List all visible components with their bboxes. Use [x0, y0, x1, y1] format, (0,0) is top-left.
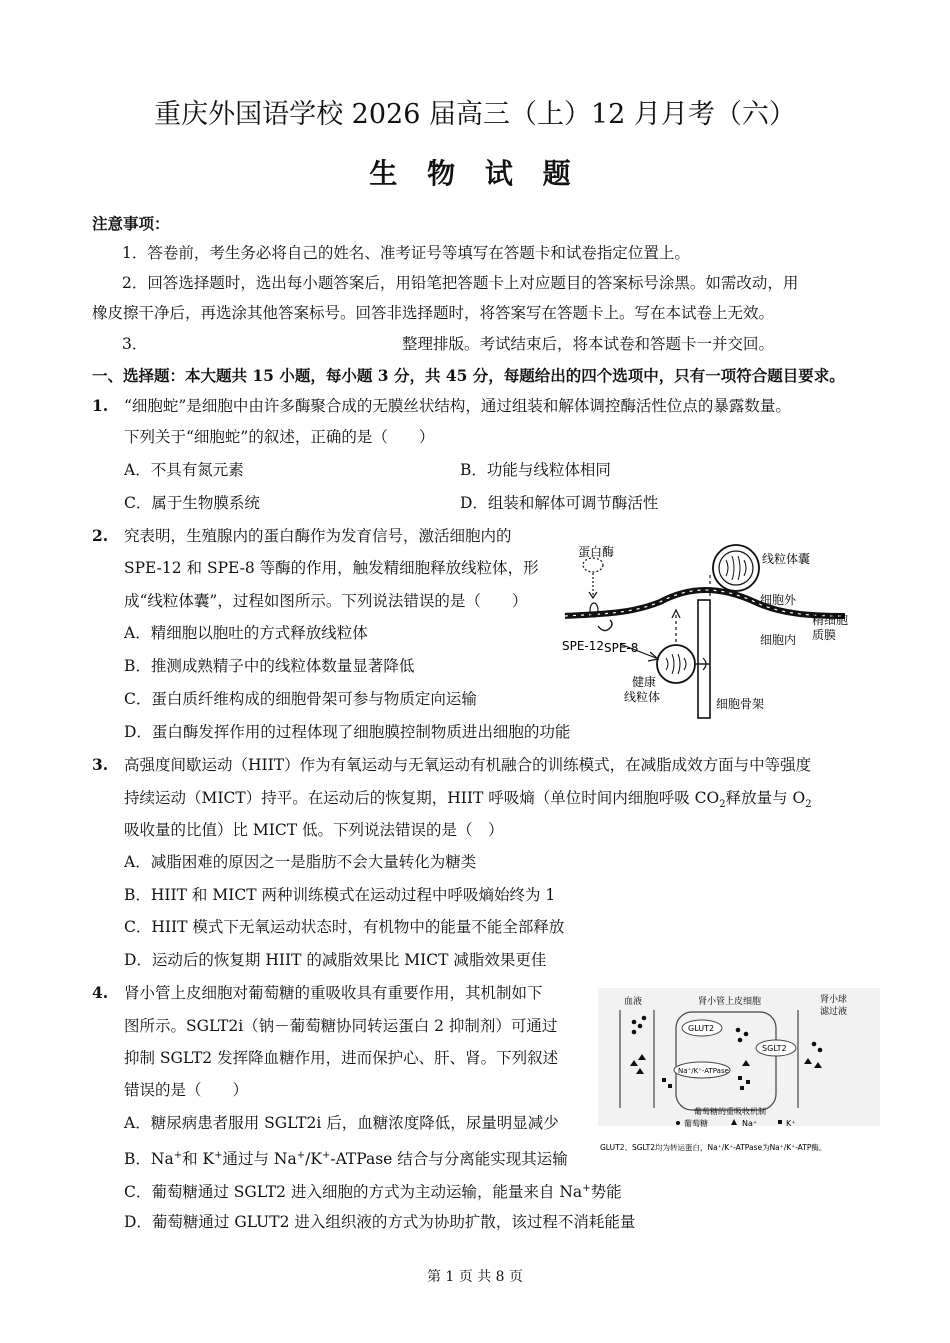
- q3-stem-line3: 吸收量的比值）比 MICT 低。下列说法错误的是（ ）: [124, 821, 504, 839]
- q2-number: 2.: [92, 526, 109, 545]
- section-heading: 一、选择题：本大题共 15 小题，每小题 3 分，共 45 分，每题给出的四个选项中，只有一项符合题目要求。: [92, 366, 845, 385]
- q3-number: 3.: [92, 755, 109, 774]
- q1-stem-line2: 下列关于“细胞蛇”的叙述，正确的是（ ）: [124, 428, 435, 446]
- q4-stem-line4: 错误的是（ ）: [124, 1081, 249, 1099]
- q1-option-a: A．不具有氮元素: [124, 461, 244, 479]
- q3-option-d: D．运动后的恢复期 HIIT 的减脂效果比 MICT 减脂效果更佳: [124, 951, 547, 969]
- q4-fig-legend-k: K⁺: [786, 1119, 796, 1128]
- q4-figure: [598, 988, 880, 1158]
- q1-option-b: B．功能与线粒体相同: [460, 461, 611, 479]
- notice-item-2-cont: 橡皮擦干净后，再选涂其他答案标号。回答非选择题时，将答案写在答题卡上。写在本试卷上无效。: [92, 304, 775, 322]
- q2-fig-inside-label: 细胞内: [760, 633, 797, 647]
- q4-option-a: A．糖尿病患者服用 SGLT2i 后，血糖浓度降低，尿量明显减少: [124, 1114, 559, 1132]
- notice-item-2: 2．回答选择题时，选出每小题答案后，用铅笔把答题卡上对应题目的答案标号涂黑。如需改动，用: [122, 274, 799, 292]
- q4-option-c: C．葡萄糖通过 SGLT2 进入细胞的方式为主动运输，能量来自 Na+势能: [124, 1183, 622, 1202]
- q2-figure: [560, 528, 860, 720]
- page-footer: 第 1 页 共 8 页: [426, 1269, 524, 1285]
- q2-stem-line1: 究表明，生殖腺内的蛋白酶作为发育信号，激活细胞内的: [124, 527, 512, 545]
- page-title: 重庆外国语学校 2026 届高三（上）12 月月考（六）: [154, 99, 796, 130]
- q4-fig-caption: 葡萄糖的重吸收机制: [694, 1107, 766, 1116]
- q2-fig-healthy-label-1: 健康: [632, 675, 657, 689]
- q2-fig-protease-label: 蛋白酶: [578, 545, 615, 559]
- q3-option-c: C．HIIT 模式下无氧运动状态时，有机物中的能量不能全部释放: [124, 918, 565, 936]
- q2-fig-membrane-label-1: 精细胞: [812, 613, 849, 627]
- q2-option-c: C．蛋白质纤维构成的细胞骨架可参与物质定向运输: [124, 690, 477, 708]
- notice-item-3-text: 整理排版。考试结束后，将本试卷和答题卡一并交回。: [402, 335, 775, 353]
- notice-item-3-num: 3．: [122, 335, 148, 353]
- q2-option-b: B．推测成熟精子中的线粒体数量显著降低: [124, 657, 415, 675]
- q4-stem-line2: 图所示。SGLT2i（钠－葡萄糖协同转运蛋白 2 抑制剂）可通过: [124, 1017, 558, 1035]
- q4-stem-line3: 抑制 SGLT2 发挥降血糖作用，进而保护心、肝、肾。下列叙述: [124, 1049, 559, 1067]
- q4-fig-pump-label: Na⁺/K⁺-ATPase: [678, 1067, 729, 1075]
- q2-stem-line2: SPE-12 和 SPE-8 等酶的作用，触发精细胞释放线粒体，形: [124, 559, 539, 577]
- q4-fig-legend-na: Na⁺: [742, 1119, 758, 1128]
- q2-option-a: A．精细胞以胞吐的方式释放线粒体: [124, 624, 368, 642]
- q2-fig-mito-sac-label: 线粒体囊: [762, 552, 811, 566]
- notice-item-1: 1．答卷前，考生务必将自己的姓名、准考证号等填写在答题卡和试卷指定位置上。: [122, 244, 690, 262]
- q4-fig-note: GLUT2、SGLT2均为转运蛋白，Na⁺/K⁺-ATPase为Na⁺/K⁺-ATP酶。: [600, 1143, 827, 1152]
- page-subtitle: 生 物 试 题: [369, 157, 581, 190]
- q4-fig-sglt2-label: SGLT2: [762, 1044, 787, 1053]
- q1-number: 1.: [92, 396, 109, 415]
- q2-fig-outside-label: 细胞外: [760, 593, 797, 607]
- q4-fig-legend-glucose: 葡萄糖: [684, 1119, 708, 1128]
- q3-option-b: B．HIIT 和 MICT 两种训练模式在运动过程中呼吸熵始终为 1: [124, 886, 556, 904]
- q3-option-a: A．减脂困难的原因之一是脂肪不会大量转化为糖类: [124, 853, 477, 871]
- q3-stem-line1: 高强度间歇运动（HIIT）作为有氧运动与无氧运动有机融合的训练模式，在减脂成效方面与中等强度: [124, 756, 812, 774]
- q4-option-b: B．Na+和 K+通过与 Na+/K+-ATPase 结合与分离能实现其运输: [124, 1150, 568, 1169]
- q4-number: 4.: [92, 983, 109, 1002]
- notice-heading: 注意事项：: [92, 214, 170, 233]
- q2-stem-line3: 成“线粒体囊”，过程如图所示。下列说法错误的是（ ）: [124, 592, 528, 610]
- q2-fig-membrane-label-2: 质膜: [812, 628, 837, 642]
- q4-fig-blood-label: 血液: [624, 997, 643, 1007]
- q4-fig-tubule-cell-label: 肾小管上皮细胞: [698, 997, 762, 1007]
- q2-fig-spe8-label: SPE-8: [604, 641, 639, 655]
- q2-fig-spe12-label: SPE-12: [562, 639, 605, 653]
- q1-stem-line1: “细胞蛇”是细胞中由许多酶聚合成的无膜丝状结构，通过组装和解体调控酶活性位点的暴露数量。: [124, 397, 791, 415]
- q4-fig-filtrate-label-2: 滤过液: [820, 1007, 848, 1017]
- q4-option-d: D．葡萄糖通过 GLUT2 进入组织液的方式为协助扩散，该过程不消耗能量: [124, 1213, 636, 1231]
- q2-option-d: D．蛋白酶发挥作用的过程体现了细胞膜控制物质进出细胞的功能: [124, 723, 571, 741]
- q4-fig-glut2-label: GLUT2: [688, 1024, 715, 1033]
- q1-option-c: C．属于生物膜系统: [124, 494, 260, 512]
- q2-fig-healthy-label-2: 线粒体: [624, 690, 661, 704]
- q2-fig-cytoskeleton-label: 细胞骨架: [716, 697, 765, 711]
- q1-option-d: D．组装和解体可调节酶活性: [460, 494, 659, 512]
- q4-fig-filtrate-label-1: 肾小球: [820, 995, 848, 1005]
- q4-stem-line1: 肾小管上皮细胞对葡萄糖的重吸收具有重要作用，其机制如下: [124, 984, 543, 1002]
- q3-stem-line2: 持续运动（MICT）持平。在运动后的恢复期，HIIT 呼吸熵（单位时间内细胞呼吸 $CO_2$释放量与 $O_2$: [124, 789, 812, 811]
